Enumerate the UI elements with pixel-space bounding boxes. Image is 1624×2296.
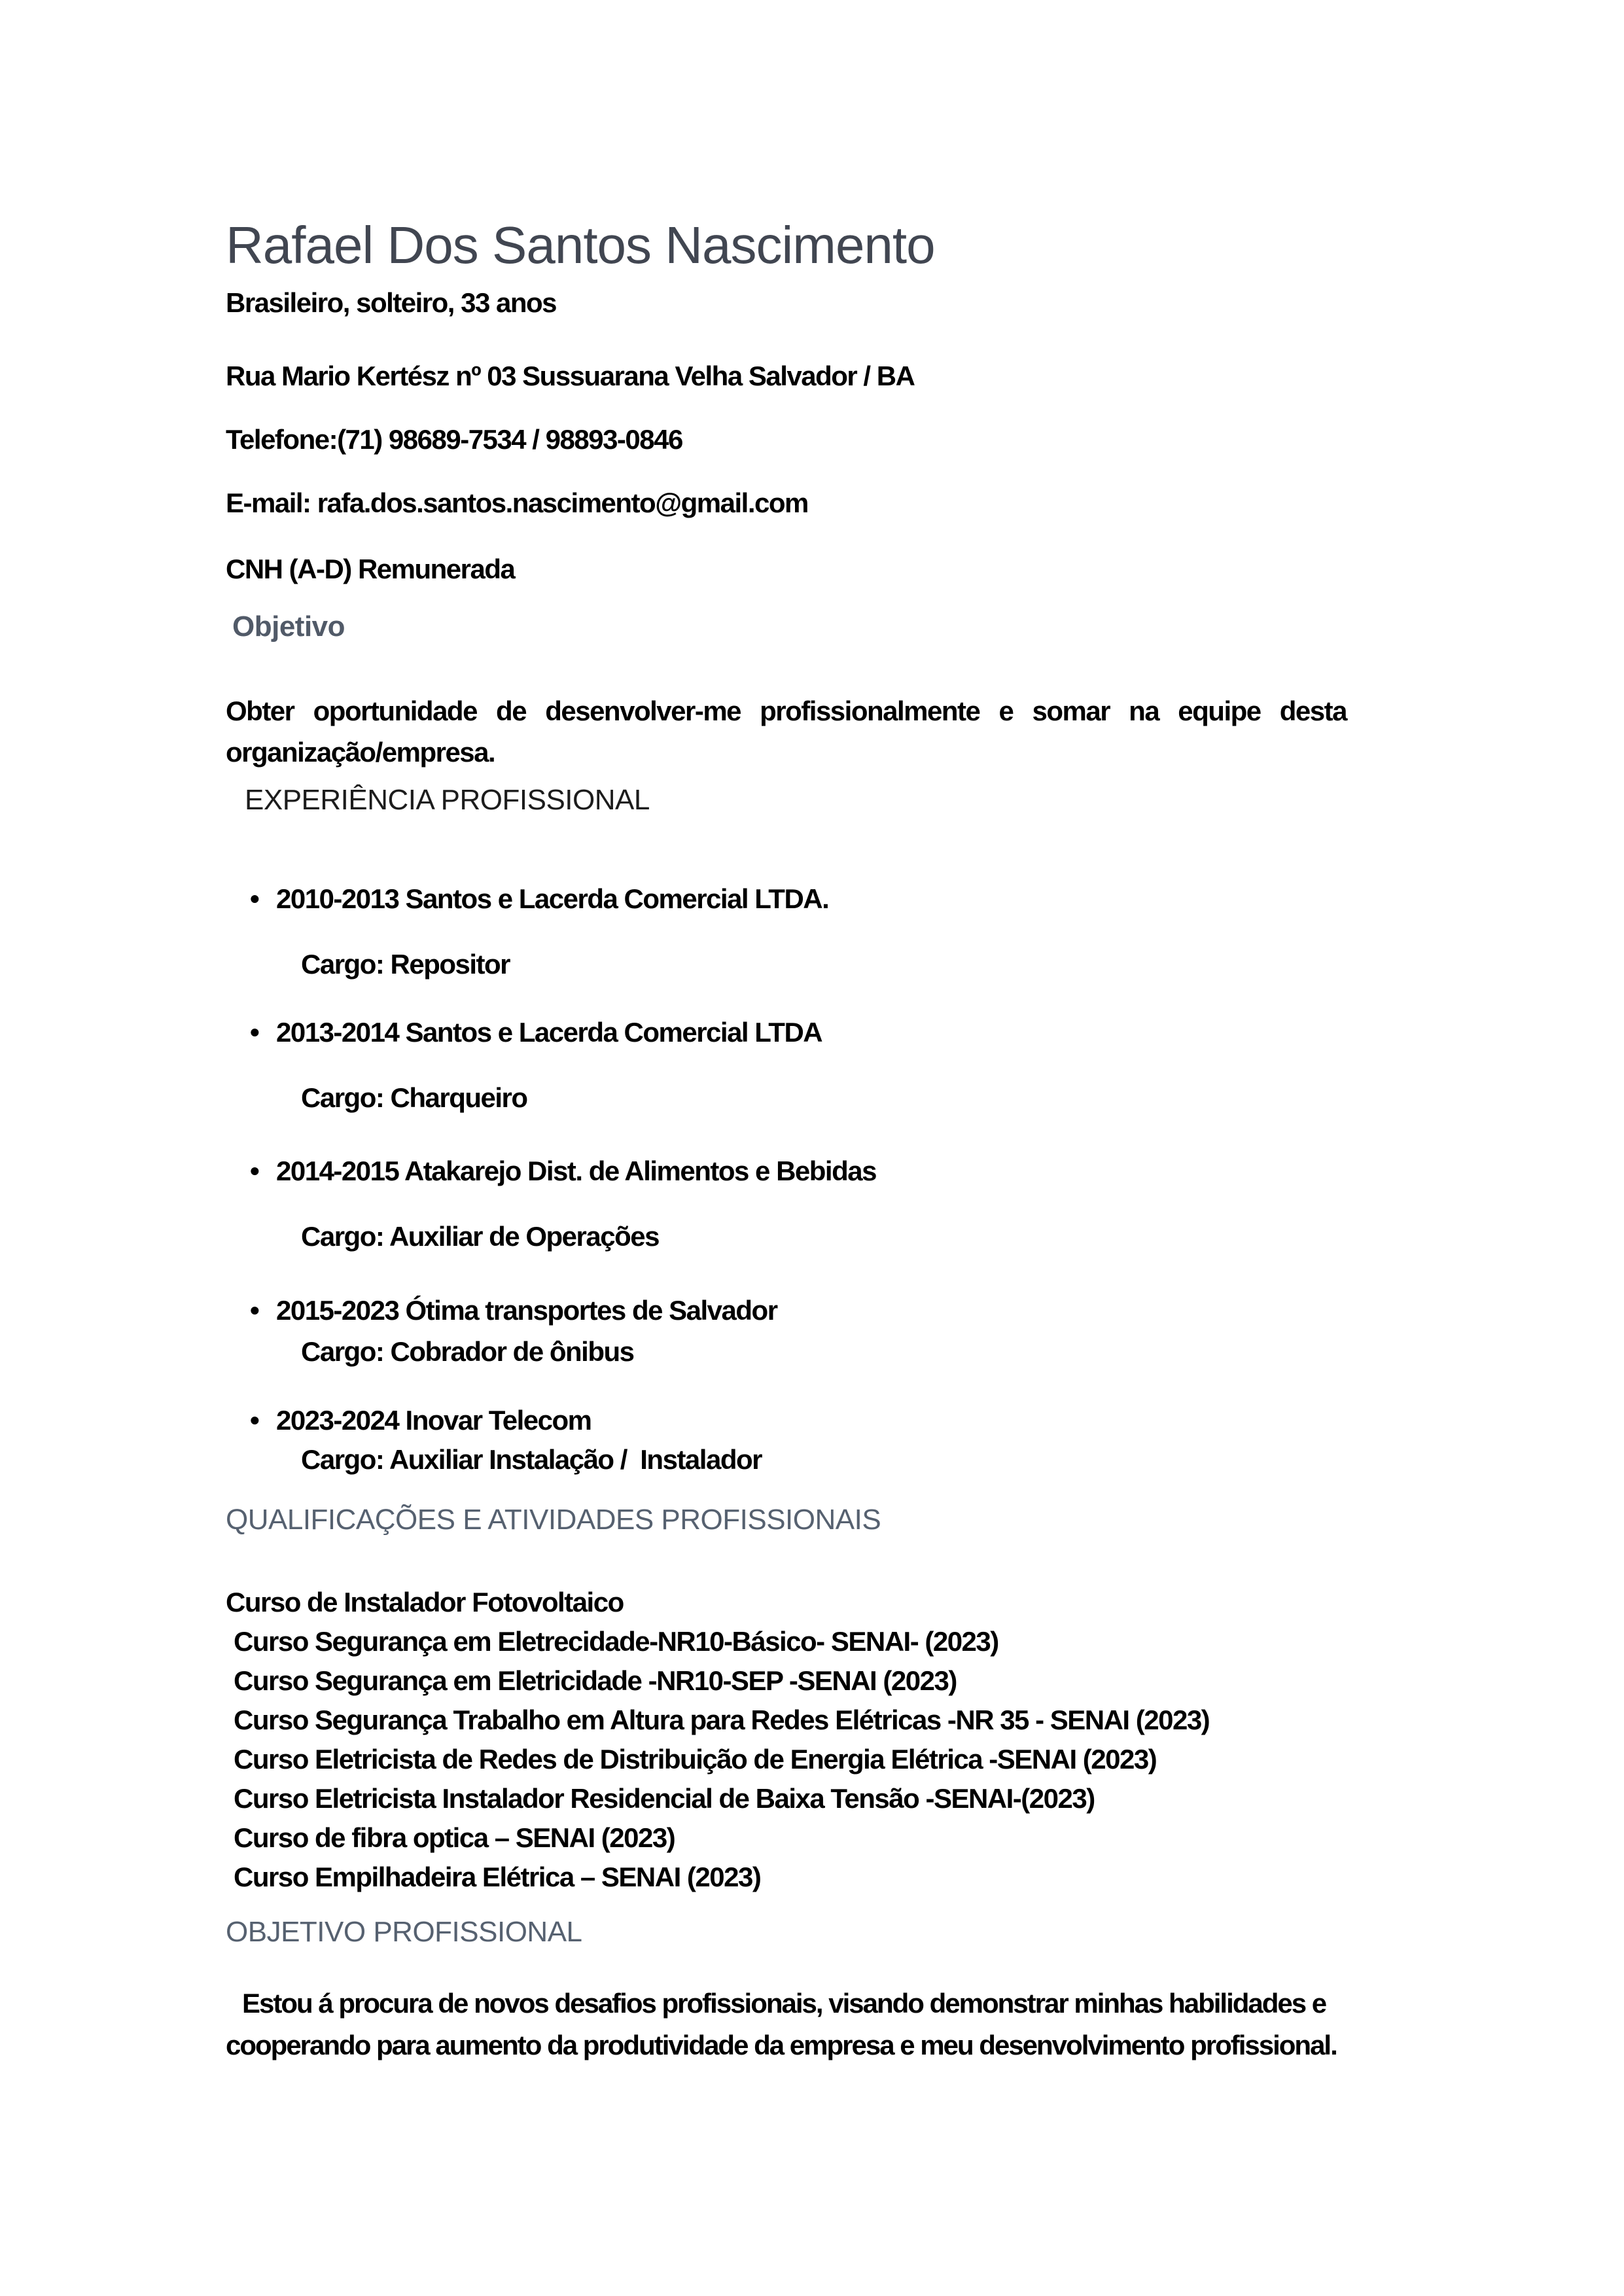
experience-company <box>226 1294 1347 1328</box>
experience-item <box>226 1294 1347 1369</box>
course-line: Curso de fibra optica – SENAI (2023) <box>234 1822 675 1853</box>
experience-item <box>226 882 1347 981</box>
resume-content <box>226 213 1347 2066</box>
course-line: Curso Segurança Trabalho em Altura para Redes Elétricas -NR 35 - SENAI (2023) <box>234 1704 1210 1735</box>
course-line: Curso de Instalador Fotovoltaico <box>226 1587 624 1617</box>
course-line: Curso Eletricista Instalador Residencial de Baixa Tensão -SENAI-(2023) <box>234 1783 1095 1814</box>
experience-company <box>226 1016 1347 1050</box>
course-line: Curso Segurança em Eletricidade -NR10-SEP -SENAI (2023) <box>234 1665 957 1696</box>
experience-company-text: 2023-2024 Inovar Telecom <box>276 1405 591 1436</box>
experience-cargo: Cargo: Charqueiro <box>301 1082 527 1113</box>
bullet-icon: • <box>250 883 259 914</box>
experience-company-text: 2014-2015 Atakarejo Dist. de Alimentos e Bebidas <box>276 1156 876 1186</box>
bullet-icon: • <box>250 1017 259 1048</box>
experience-company-text: 2015-2023 Ótima transportes de Salvador <box>276 1295 777 1326</box>
personal-line-address: Rua Mario Kertész nº 03 Sussuarana Velha Salvador / BA <box>226 361 915 391</box>
objetivo-paragraph: Obter oportunidade de desenvolver-me profissionalmente e somar na equipe desta organização/empresa. <box>226 696 1347 768</box>
bullet-icon: • <box>250 1405 259 1436</box>
experience-cargo: Cargo: Auxiliar Instalação / Instalador <box>301 1444 762 1475</box>
experience-cargo: Cargo: Auxiliar de Operações <box>301 1221 659 1252</box>
experience-company-text: 2013-2014 Santos e Lacerda Comercial LTDA <box>276 1017 822 1048</box>
personal-line-nationality: Brasileiro, solteiro, 33 anos <box>226 287 557 318</box>
section-heading-experiencia: EXPERIÊNCIA PROFISSIONAL <box>245 784 650 816</box>
experience-list <box>226 882 1347 1477</box>
personal-line-phone: Telefone:(71) 98689-7534 / 98893-0846 <box>226 424 682 455</box>
resume-title: Rafael Dos Santos Nascimento <box>226 216 935 274</box>
objetivo-profissional-paragraph: Estou á procura de novos desafios profissionais, visando demonstrar minhas habilidades e cooperando para aumento da produtividade da empresa e meu desenvolvimento profissional. <box>226 1988 1337 2060</box>
experience-item <box>226 1154 1347 1254</box>
experience-company <box>226 1404 1347 1438</box>
experience-cargo: Cargo: Repositor <box>301 949 510 980</box>
experience-company-text: 2010-2013 Santos e Lacerda Comercial LTDA. <box>276 883 829 914</box>
experience-item <box>226 1404 1347 1477</box>
section-heading-objetivo: Objetivo <box>232 610 345 643</box>
course-line: Curso Segurança em Eletrecidade-NR10-Básico- SENAI- (2023) <box>234 1626 998 1657</box>
course-line: Curso Empilhadeira Elétrica – SENAI (2023) <box>234 1862 761 1892</box>
experience-item <box>226 1016 1347 1115</box>
section-heading-objetivo-profissional: OBJETIVO PROFISSIONAL <box>226 1916 582 1948</box>
personal-line-cnh: CNH (A-D) Remunerada <box>226 554 515 584</box>
courses-list <box>226 1583 1347 1897</box>
experience-company <box>226 1154 1347 1188</box>
section-heading-qualificacoes: QUALIFICAÇÕES E ATIVIDADES PROFISSIONAIS <box>226 1504 881 1536</box>
bullet-icon: • <box>250 1295 259 1326</box>
course-line: Curso Eletricista de Redes de Distribuição de Energia Elétrica -SENAI (2023) <box>234 1744 1157 1775</box>
experience-cargo: Cargo: Cobrador de ônibus <box>301 1336 634 1367</box>
experience-company <box>226 882 1347 916</box>
bullet-icon: • <box>250 1156 259 1186</box>
personal-line-email: E-mail: rafa.dos.santos.nascimento@gmail.com <box>226 487 808 518</box>
